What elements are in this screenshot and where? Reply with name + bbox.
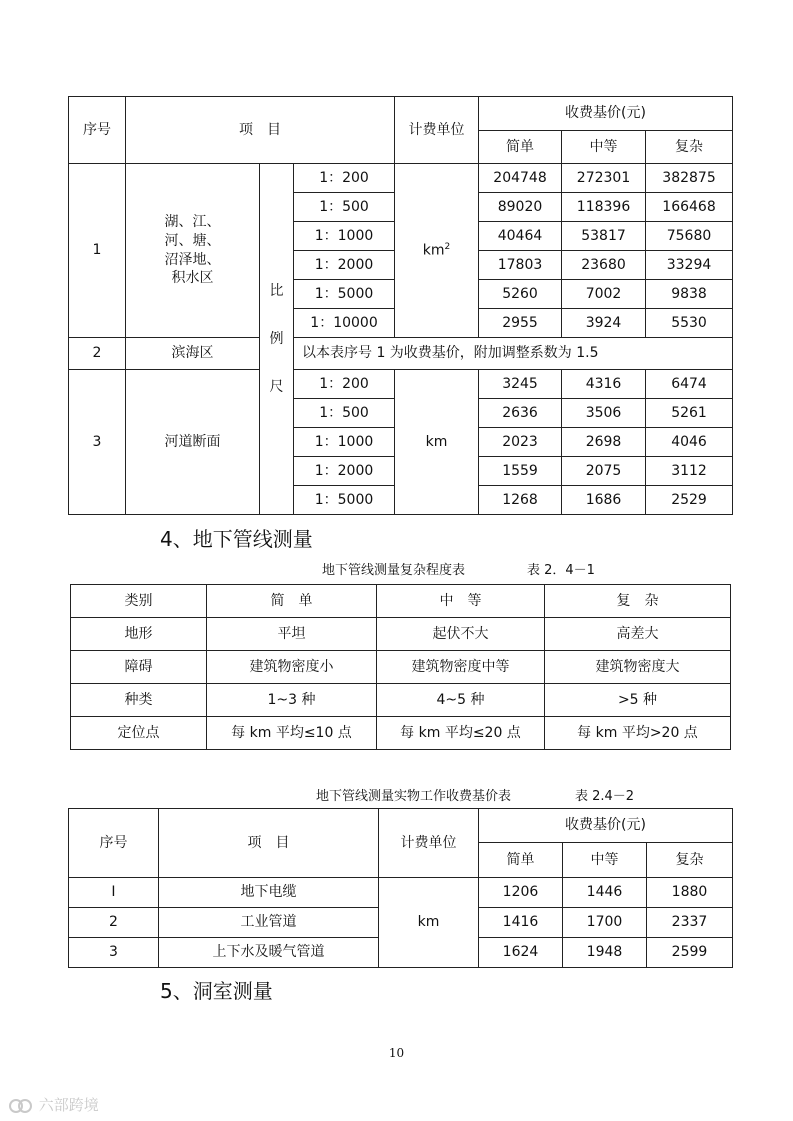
- price-simple: 2955: [479, 309, 562, 338]
- table-cell: 每 km 平均≤10 点: [207, 717, 377, 750]
- unit-cell: km: [379, 878, 479, 968]
- price-simple: 1624: [479, 938, 563, 968]
- scale-cell: 1：10000: [294, 309, 395, 338]
- scale-cell: 1：2000: [294, 457, 395, 486]
- group2-note: 以本表序号 1 为收费基价，附加调整系数为 1.5: [294, 338, 733, 370]
- price-complex: 75680: [646, 222, 733, 251]
- row-label: 种类: [71, 684, 207, 717]
- price-medium: 1700: [563, 908, 647, 938]
- table-cell: 起伏不大: [377, 618, 545, 651]
- scale-label: [260, 164, 294, 515]
- header-simple: 简单: [479, 843, 563, 878]
- price-simple: 2636: [479, 399, 562, 428]
- survey-price-table: [68, 96, 733, 515]
- table-cell: 1~3 种: [207, 684, 377, 717]
- row-name: 上下水及暖气管道: [159, 938, 379, 968]
- header-complex: 复杂: [646, 131, 733, 164]
- table-cell: 高差大: [545, 618, 731, 651]
- header-seq: 序号: [69, 809, 159, 878]
- header-price: 收费基价(元): [479, 809, 733, 843]
- header-cell: 中 等: [377, 585, 545, 618]
- header-cell: 简 单: [207, 585, 377, 618]
- header-seq: 序号: [69, 97, 126, 164]
- price-medium: 118396: [562, 193, 646, 222]
- price-simple: 204748: [479, 164, 562, 193]
- price-complex: 5530: [646, 309, 733, 338]
- header-cell: 复 杂: [545, 585, 731, 618]
- price-medium: 23680: [562, 251, 646, 280]
- header-cell: 类别: [71, 585, 207, 618]
- price-complex: 1880: [647, 878, 733, 908]
- row-seq: 2: [69, 908, 159, 938]
- price-simple: 1268: [479, 486, 562, 515]
- table-caption-title: 地下管线测量复杂程度表: [322, 563, 466, 578]
- pipeline-price-table: [68, 808, 733, 968]
- group1-name-line: 河、塘、: [164, 232, 221, 249]
- header-unit: 计费单位: [379, 809, 479, 878]
- header-item: 项 目: [159, 809, 379, 878]
- table-cell: 每 km 平均>20 点: [545, 717, 731, 750]
- group1-unit: [395, 164, 479, 338]
- price-complex: 6474: [646, 370, 733, 399]
- price-complex: 5261: [646, 399, 733, 428]
- price-complex: 2337: [647, 908, 733, 938]
- price-medium: 2075: [562, 457, 646, 486]
- price-simple: 3245: [479, 370, 562, 399]
- section-heading: 4、地下管线测量: [160, 527, 313, 551]
- price-simple: 1416: [479, 908, 563, 938]
- header-simple: 简单: [479, 131, 562, 164]
- header-medium: 中等: [562, 131, 646, 164]
- table-cell: 建筑物密度小: [207, 651, 377, 684]
- scale-cell: 1：200: [294, 164, 395, 193]
- row-label: 定位点: [71, 717, 207, 750]
- scale-label-char: 例: [269, 331, 284, 347]
- table-cell: 每 km 平均≤20 点: [377, 717, 545, 750]
- group1-name-line: 湖、江、: [164, 213, 221, 230]
- scale-cell: 1：200: [294, 370, 395, 399]
- header-unit: 计费单位: [395, 97, 479, 164]
- group1-name-line: 积水区: [171, 270, 214, 287]
- group1-name-line: 沼泽地、: [164, 251, 221, 268]
- watermark-text: 六部跨境: [38, 1096, 99, 1114]
- table-caption-number: 表 2.4－2: [575, 789, 635, 804]
- group2-seq: 2: [69, 338, 126, 370]
- table-cell: >5 种: [545, 684, 731, 717]
- scale-cell: 1：5000: [294, 486, 395, 515]
- price-complex: 9838: [646, 280, 733, 309]
- price-simple: 17803: [479, 251, 562, 280]
- complexity-table: [70, 584, 731, 750]
- table-cell: 建筑物密度中等: [377, 651, 545, 684]
- scale-cell: 1：1000: [294, 428, 395, 457]
- group2-name: 滨海区: [126, 338, 260, 370]
- scale-cell: 1：2000: [294, 251, 395, 280]
- row-label: 地形: [71, 618, 207, 651]
- row-name: 地下电缆: [159, 878, 379, 908]
- table-cell: 平坦: [207, 618, 377, 651]
- price-medium: 7002: [562, 280, 646, 309]
- price-simple: 1206: [479, 878, 563, 908]
- header-item: 项 目: [126, 97, 395, 164]
- scale-cell: 1：5000: [294, 280, 395, 309]
- price-medium: 1686: [562, 486, 646, 515]
- price-simple: 89020: [479, 193, 562, 222]
- table-caption-title: 地下管线测量实物工作收费基价表: [316, 789, 512, 804]
- price-complex: 382875: [646, 164, 733, 193]
- scale-label-char: 尺: [269, 379, 284, 395]
- price-medium: 1446: [563, 878, 647, 908]
- row-name: 工业管道: [159, 908, 379, 938]
- price-complex: 2529: [646, 486, 733, 515]
- unit-text: km: [422, 242, 445, 259]
- scale-label-char: 比: [269, 283, 284, 299]
- scale-cell: 1：500: [294, 399, 395, 428]
- price-medium: 1948: [563, 938, 647, 968]
- row-seq: 3: [69, 938, 159, 968]
- group1-seq: 1: [69, 164, 126, 338]
- table-cell: 建筑物密度大: [545, 651, 731, 684]
- watermark-logo-icon: [8, 1097, 34, 1115]
- price-medium: 3506: [562, 399, 646, 428]
- group1-name: [126, 164, 260, 338]
- scale-cell: 1：500: [294, 193, 395, 222]
- price-medium: 3924: [562, 309, 646, 338]
- price-simple: 5260: [479, 280, 562, 309]
- section-heading: 5、洞室测量: [160, 979, 273, 1003]
- table-caption-number: 表 2．4－1: [527, 563, 595, 578]
- price-medium: 53817: [562, 222, 646, 251]
- unit-superscript: 2: [444, 241, 451, 252]
- price-simple: 2023: [479, 428, 562, 457]
- header-price: 收费基价(元): [479, 97, 733, 131]
- price-medium: 272301: [562, 164, 646, 193]
- price-complex: 166468: [646, 193, 733, 222]
- price-complex: 33294: [646, 251, 733, 280]
- header-medium: 中等: [563, 843, 647, 878]
- price-simple: 40464: [479, 222, 562, 251]
- price-complex: 2599: [647, 938, 733, 968]
- row-label: 障碍: [71, 651, 207, 684]
- price-medium: 2698: [562, 428, 646, 457]
- group3-seq: 3: [69, 370, 126, 515]
- price-medium: 4316: [562, 370, 646, 399]
- price-simple: 1559: [479, 457, 562, 486]
- price-complex: 4046: [646, 428, 733, 457]
- watermark: [8, 1094, 99, 1115]
- page-number: 10: [388, 1046, 405, 1060]
- row-seq: I: [69, 878, 159, 908]
- header-complex: 复杂: [647, 843, 733, 878]
- scale-cell: 1：1000: [294, 222, 395, 251]
- group3-name: 河道断面: [126, 370, 260, 515]
- table-cell: 4~5 种: [377, 684, 545, 717]
- group3-unit: km: [395, 370, 479, 515]
- price-complex: 3112: [646, 457, 733, 486]
